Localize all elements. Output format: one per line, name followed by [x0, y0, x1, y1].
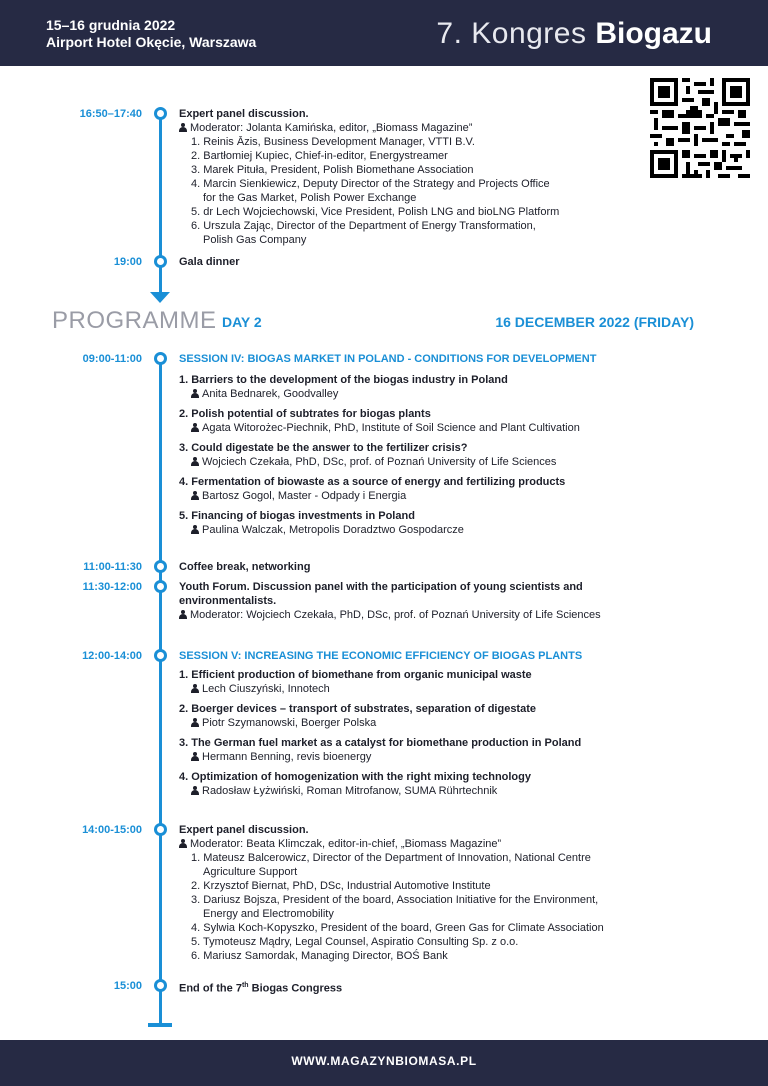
moderator-text: Moderator: Beata Klimczak, editor-in-chief, „Biomass Magazine”: [190, 838, 502, 850]
panel-member: 2. Krzysztof Biernat, PhD, DSc, Industrial Automotive Institute: [191, 880, 491, 892]
timeline-dot: [154, 560, 167, 573]
talk-speaker: [179, 682, 699, 696]
talk-title: 1. Efficient production of biomethane from organic municipal waste: [179, 669, 532, 681]
gala-dinner: Gala dinner: [179, 256, 240, 268]
person-icon: [191, 752, 199, 761]
panel-day2: [179, 823, 699, 963]
session-5: [179, 649, 699, 798]
talk-title: 1. Barriers to the development of the biogas industry in Poland: [179, 374, 508, 386]
time-label: 14:00-15:00: [82, 824, 142, 836]
speaker-text: Bartosz Gogol, Master - Odpady i Energia: [202, 490, 407, 502]
time-label: 16:50–17:40: [79, 108, 142, 120]
speaker-text: Paulina Walczak, Metropolis Doradztwo Gospodarcze: [202, 524, 464, 536]
panel-member: 1. Mateusz Balcerowicz, Director of the Department of Innovation, National Centre: [191, 852, 591, 864]
session-title: SESSION V: INCREASING THE ECONOMIC EFFICIENCY OF BIOGAS PLANTS: [179, 650, 583, 662]
speaker-text: Radosław Łyżwiński, Roman Mitrofanow, SUMA Rührtechnik: [202, 785, 498, 797]
speaker-text: Agata Witorożec-Piechnik, PhD, Institute of Soil Science and Plant Cultivation: [202, 422, 580, 434]
congress-title-bold: Biogazu: [595, 17, 712, 50]
programme-date: 16 DECEMBER 2022 (FRIDAY): [495, 314, 694, 330]
panel-moderator: [179, 837, 699, 851]
person-icon: [179, 610, 187, 619]
person-icon: [179, 839, 187, 848]
speaker-text: Piotr Szymanowski, Boerger Polska: [202, 717, 377, 729]
talk-speaker: [179, 387, 699, 401]
talk-title: 3. Could digestate be the answer to the fertilizer crisis?: [179, 442, 468, 454]
talk-speaker: [179, 421, 699, 435]
youth-forum-title-cont: environmentalists.: [179, 595, 277, 607]
talk-title: 2. Polish potential of subtrates for biogas plants: [179, 408, 431, 420]
time-label: 15:00: [113, 980, 142, 992]
panel-member: 6. Urszula Zając, Director of the Department of Energy Transformation,: [191, 220, 536, 232]
talk-title: 5. Financing of biogas investments in Poland: [179, 510, 415, 522]
footer-website-link[interactable]: WWW.MAGAZYNBIOMASA.PL: [291, 1054, 477, 1068]
speaker-text: Lech Ciuszyński, Innotech: [202, 683, 330, 695]
timeline-arrow-icon: [150, 292, 170, 303]
talk-title: 2. Boerger devices – transport of substrates, separation of digestate: [179, 703, 536, 715]
panel-title: Expert panel discussion.: [179, 108, 309, 120]
person-icon: [191, 457, 199, 466]
speaker-text: Anita Bednarek, Goodvalley: [202, 388, 339, 400]
panel-member-cont: for the Gas Market, Polish Power Exchange: [203, 192, 417, 204]
time-label: 12:00-14:00: [82, 650, 142, 662]
time-label: 11:30-12:00: [82, 581, 142, 593]
timeline-dot: [154, 255, 167, 268]
talk-speaker: [179, 523, 699, 537]
youth-forum: [179, 580, 699, 622]
talk-speaker: [179, 489, 699, 503]
header-bar: [0, 0, 768, 66]
programme-day: DAY 2: [222, 314, 262, 330]
timeline-dot: [154, 979, 167, 992]
panel-member: 3. Marek Pituła, President, Polish Biomethane Association: [191, 164, 474, 176]
congress-end: [179, 979, 699, 996]
panel-member: 2. Bartłomiej Kupiec, Chief-in-editor, Energystreamer: [191, 150, 448, 162]
timeline-dot: [154, 107, 167, 120]
youth-forum-moderator: [179, 608, 699, 622]
time-label: 09:00-11:00: [82, 353, 142, 365]
timeline-line-day2: [159, 358, 162, 1025]
event-date-venue: [46, 17, 256, 51]
person-icon: [191, 423, 199, 432]
end-text-sup: th: [241, 982, 249, 989]
talk-title: 3. The German fuel market as a catalyst for biomethane production in Poland: [179, 737, 582, 749]
panel-member: 3. Dariusz Bojsza, President of the board, Association Initiative for the Environment,: [191, 894, 599, 906]
end-text: End of the 7: [179, 982, 242, 995]
panel-member-cont: Agriculture Support: [203, 866, 298, 878]
timeline-dot: [154, 580, 167, 593]
event-date: 15–16 grudnia 2022: [46, 17, 176, 33]
panel-member: 6. Mariusz Samordak, Managing Director, BOŚ Bank: [191, 950, 448, 962]
timeline-end-bar: [148, 1023, 172, 1027]
coffee-break: Coffee break, networking: [179, 561, 311, 573]
talk-speaker: [179, 455, 699, 469]
panel-member: 4. Sylwia Koch-Kopyszko, President of the board, Green Gas for Climate Association: [191, 922, 604, 934]
congress-title: [436, 17, 712, 51]
timeline-dot: [154, 352, 167, 365]
congress-title-light: 7. Kongres: [436, 17, 596, 50]
panel-member: 5. dr Lech Wojciechowski, Vice President, Polish LNG and bioLNG Platform: [191, 206, 560, 218]
session-4: [179, 352, 699, 537]
person-icon: [191, 718, 199, 727]
person-icon: [191, 389, 199, 398]
panel-title: Expert panel discussion.: [179, 824, 309, 836]
panel-member-cont: Energy and Electromobility: [203, 908, 334, 920]
speaker-text: Hermann Benning, revis bioenergy: [202, 751, 372, 763]
panel-member: 1. Reinis Āzis, Business Development Manager, VTTI B.V.: [191, 136, 475, 148]
panel-member: 4. Marcin Sienkiewicz, Deputy Director of the Strategy and Projects Office: [191, 178, 550, 190]
time-label: 19:00: [113, 256, 142, 268]
person-icon: [179, 123, 187, 132]
timeline-dot: [154, 649, 167, 662]
youth-forum-title: Youth Forum. Discussion panel with the participation of young scientists and: [179, 581, 583, 593]
person-icon: [191, 525, 199, 534]
event-venue: Airport Hotel Okęcie, Warszawa: [46, 34, 257, 50]
talk-speaker: [179, 716, 699, 730]
panel-member-cont: Polish Gas Company: [203, 234, 307, 246]
moderator-text: Moderator: Wojciech Czekała, PhD, DSc, prof. of Poznań University of Life Sciences: [190, 609, 601, 621]
session-title: SESSION IV: BIOGAS MARKET IN POLAND - CONDITIONS FOR DEVELOPMENT: [179, 353, 597, 365]
end-text-post: Biogas Congress: [248, 982, 343, 995]
panel-moderator: [179, 121, 699, 135]
timeline-dot: [154, 823, 167, 836]
speaker-text: Wojciech Czekała, PhD, DSc, prof. of Poznań University of Life Sciences: [202, 456, 557, 468]
time-label: 11:00-11:30: [83, 561, 142, 573]
programme-heading: PROGRAMME: [52, 307, 217, 334]
person-icon: [191, 684, 199, 693]
talk-title: 4. Fermentation of biowaste as a source of energy and fertilizing products: [179, 476, 566, 488]
talk-title: 4. Optimization of homogenization with the right mixing technology: [179, 771, 531, 783]
panel-day1: [179, 107, 699, 247]
footer-bar: [0, 1040, 768, 1086]
panel-member: 5. Tymoteusz Mądry, Legal Counsel, Aspiratio Consulting Sp. z o.o.: [191, 936, 519, 948]
person-icon: [191, 786, 199, 795]
person-icon: [191, 491, 199, 500]
talk-speaker: [179, 784, 699, 798]
moderator-text: Moderator: Jolanta Kamińska, editor, „Biomass Magazine”: [190, 122, 473, 134]
talk-speaker: [179, 750, 699, 764]
